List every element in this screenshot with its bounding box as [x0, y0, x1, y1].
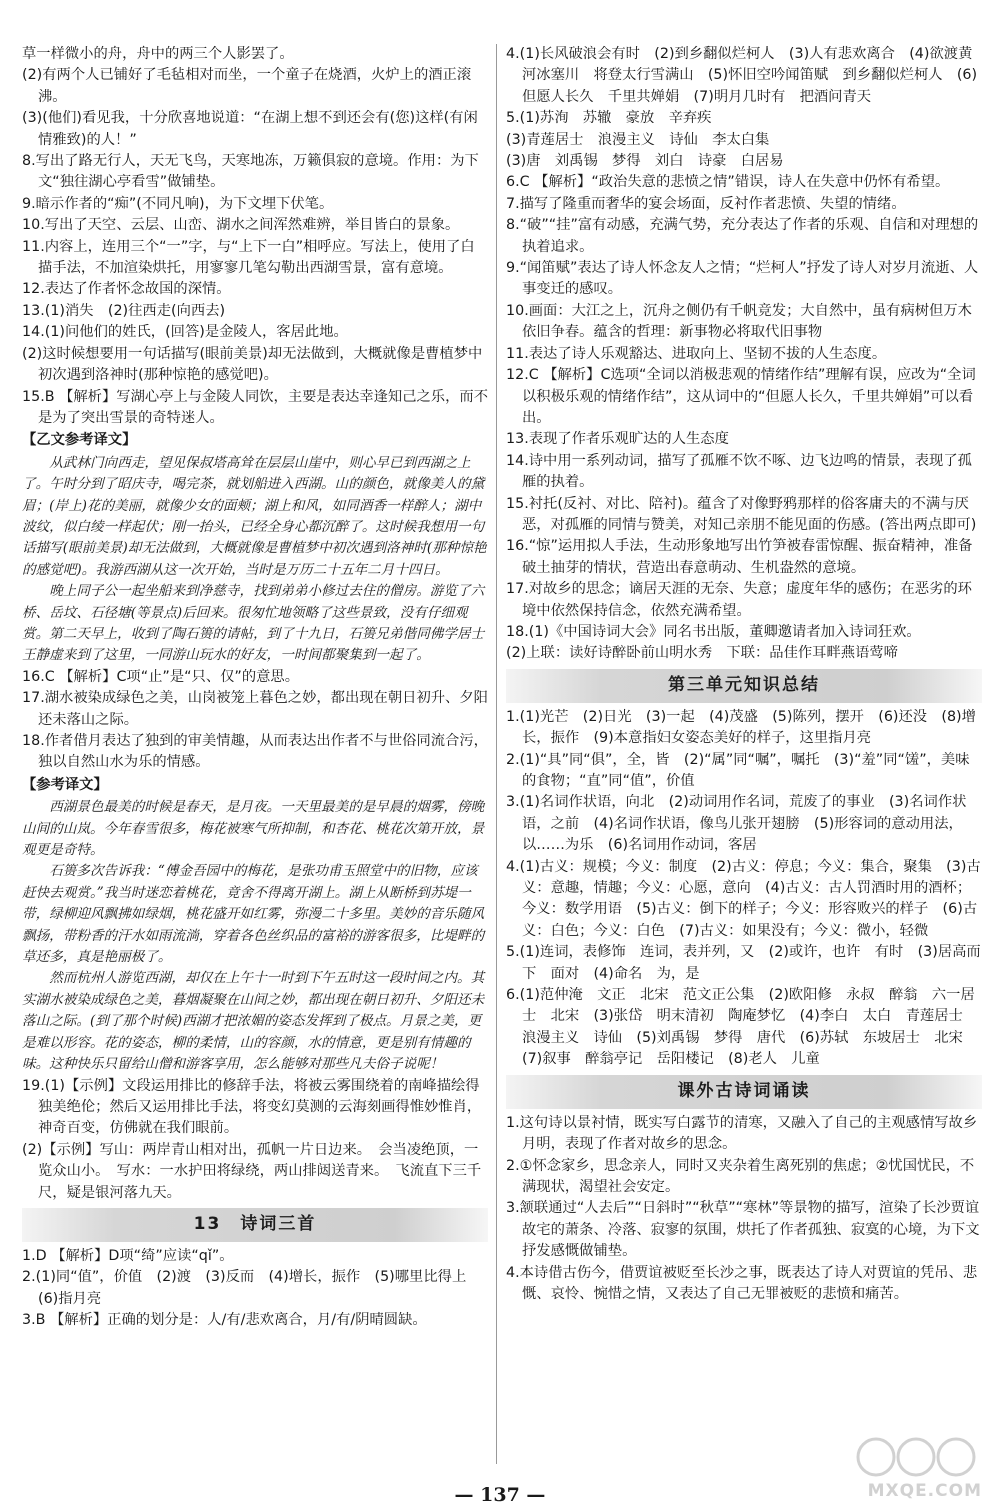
answer-item: 4.本诗借古伤今，借贾谊被贬至长沙之事，既表达了诗人对贾谊的凭吊、悲慨、哀怜、惋惜之情，又表达了自己无罪被贬的悲愤和痛苦。	[506, 1264, 978, 1302]
answer-item: 8.写出了路无行人，天无飞鸟，天寒地冻，万籁俱寂的意境。作用：为下文“独往湖心亭看雪”做铺垫。	[22, 153, 479, 191]
answer-item: 3.(1)名词作状语，向北 (2)动词用作名词，荒废了的事业 (3)名词作状语，之前 (4)名词作状语，像鸟儿张开翅膀 (5)形容词的意动用法，以……为乐 (6)名词用作动词，客居	[506, 794, 967, 854]
answer-item: 4.(1)长风破浪会有时 (2)到乡翻似烂柯人 (3)人有悲欢离合 (4)欲渡黄河冰塞川 将登太行雪满山 (5)怀旧空吟闻笛赋 到乡翻似烂柯人 (6)但愿人长久 千里共婵娟 (7)明月几时有 把酒问青天	[506, 46, 978, 105]
answer-item: 2.(1)同“值”，价值 (2)渡 (3)反而 (4)增长，振作 (5)哪里比得上 (6)指月亮	[22, 1269, 481, 1307]
answer-item: 12.表达了作者怀念故国的深情。	[22, 281, 231, 298]
answer-item: 16.C 【解析】C项“止”是“只、仅”的意思。	[22, 668, 300, 685]
left-column	[22, 44, 488, 1332]
left-items-mid	[22, 667, 488, 774]
answer-item: 19.(1)【示例】文段运用排比的修辞手法，将被云雾围绕着的南峰描绘得独美绝伦；然后又运用排比手法，将变幻莫测的云海刻画得惟妙惟肖，神奇百变，仿佛就在我们眼前。	[22, 1077, 482, 1137]
answer-item: 17.对故乡的思念；谪居天涯的无奈、失意；虚度年华的感伤；在恶劣的环境中依然保持信念，依然充满希望。	[506, 581, 972, 619]
answer-item: 1.这句诗以景衬情，既实写白露节的清寒，又融入了自己的主观感情写故乡月明，表现了作者对故乡的思念。	[506, 1114, 978, 1153]
answer-item: 14.(1)问他们的姓氏，(回答)是金陵人，客居此地。	[22, 324, 348, 341]
answer-item: 16.“惊”运用拟人手法，生动形象地写出竹笋被春雷惊醒、振奋精神，准备破土抽芽的情状，营造出春意萌动、生机盎然的意境。	[506, 538, 973, 576]
answer-item: 3.B 【解析】正确的划分是：人/有/悲欢离合，月/有/阴晴圆缺。	[22, 1312, 427, 1329]
answer-item: 10.画面：大江之上，沉舟之侧仍有千帆竞发；大自然中，虽有病树但万木依旧争春。蕴含的哲理：新事物必将取代旧事物	[506, 302, 972, 341]
answer-item: 18.作者借月表达了独到的审美情趣，从而表达出作者不与世俗同流合污，独以自然山水为乐的情感。	[22, 733, 488, 771]
answer-item: 5.(1)苏洵 苏辙 豪放 辛弃疾	[506, 110, 712, 127]
answer-item: 2.①怀念家乡，思念亲人，同时又夹杂着生离死别的焦虑；②忧国忧民，不满现状，渴望社会安定。	[506, 1157, 975, 1195]
section-banner-unit-summary	[506, 669, 982, 703]
left-items-bottom	[22, 1246, 488, 1332]
right-items-bottom	[506, 1113, 982, 1306]
translation-paragraph: 晚上同子公一起坐船来到净慈寺，找到弟弟小修过去住的僧房。游览了六桥、岳坟、石径塘(等景点)后回来。很匆忙地领略了这些景致，没有仔细观赏。第二天早上，收到了陶石篑的请帖，到了十九日，石篑兄弟偕同佛学居士王静虚来到了这里，一同游山玩水的好友，一时间都聚集到一起了。	[22, 583, 485, 664]
reference-translation	[22, 797, 488, 1075]
section-banner-extra-reading	[506, 1075, 982, 1109]
answer-item: 13.表现了作者乐观旷达的人生态度	[506, 431, 729, 448]
answer-item: 1.D 【解析】D项“绮”应读“qǐ”。	[22, 1247, 234, 1264]
watermark-text: MXQE.COM	[867, 1481, 982, 1501]
answer-item: (3)青莲居士 浪漫主义 诗仙 李太白集	[506, 131, 770, 148]
answer-item: (3)(他们)看见我，十分欣喜地说道：“在湖上想不到还会有(您)这样(有闲情雅致)的人！”	[22, 110, 478, 148]
answer-item: 10.写出了天空、云层、山峦、湖水之间浑然难辨，举目皆白的景象。	[22, 217, 460, 234]
answer-item: (3)唐 刘禹锡 梦得 刘白 诗豪 白居易	[506, 153, 784, 170]
answer-item: 草一样微小的舟，舟中的两三个人影罢了。	[22, 46, 294, 62]
page-number: — 137 —	[454, 1484, 546, 1506]
answer-item: 3.颔联通过“人去后”“日斜时”“秋草”“寒林”等景物的描写，渲染了长沙贾谊故宅的萧条、冷落、寂寥的氛围，烘托了作者孤独、寂寞的心境，为下文抒发感慨做铺垫。	[506, 1200, 980, 1260]
answer-item: 9.“闻笛赋”表达了诗人怀念友人之情；“烂柯人”抒发了诗人对岁月流逝、人事变迁的感叹。	[506, 260, 979, 298]
translation-paragraph: 石篑多次告诉我：“傅金吾园中的梅花，是张功甫玉照堂中的旧物，应该赶快去观赏。”我当时迷恋着桃花，竟舍不得离开湖上。湖上从断桥到苏堤一带，绿柳迎风飘拂如绿烟，桃花盛开如红雾，弥漫二十多里。美妙的音乐随风飘扬，带粉香的汗水如雨流淌，穿着各色丝织品的富裕的游客很多，比堤畔的草还多，真是艳丽极了。	[22, 863, 485, 966]
translation-paragraph: 从武林门向西走，望见保叔塔高耸在层层山崖中，则心早已到西湖之上了。午时分到了昭庆寺，喝完茶，就划船进入西湖。山的颜色，就像美人的黛眉；(岸上)花的美丽，就像少女的面颊；湖上和风，如同酒香一样醉人；湖中波纹，似白绫一样起伏；刚一抬头，已经全身心都沉醉了。这时候我想用一句话描写(眼前美景)却无法做到，大概就像是曹植梦中初次遇到洛神时(那种惊艳的感觉吧)。我游西湖从这一次开始，当时是万历二十五年二月十四日。	[22, 454, 487, 578]
answer-item: 17.湖水被染成绿色之美，山岗被笼上暮色之妙，都出现在朝日初升、夕阳还未落山之际。	[22, 690, 488, 728]
answer-item: 14.诗中用一系列动词，描写了孤雁不饮不啄、边飞边鸣的情景，表现了孤雁的执着。	[506, 452, 972, 491]
answer-item: (2)有两个人已铺好了毛毡相对而坐，一个童子在烧酒，火炉上的酒正滚沸。	[22, 67, 472, 105]
answer-item: 18.(1)《中国诗词大会》同名书出版，董卿邀请者加入诗词狂欢。	[506, 623, 921, 640]
right-column	[506, 44, 982, 1305]
left-items-top	[22, 44, 488, 429]
answer-item: 11.表达了诗人乐观豁达、进取向上、坚韧不拔的人生态度。	[506, 345, 887, 362]
answer-item: 4.(1)古义：规模；今义：制度 (2)古义：停息；今义：集合，聚集 (3)古义：意趣，情趣；今义：心愿，意向 (4)古义：古人罚酒时用的酒杯；今义：数学用语 (5)古义：倒下的样子；今义：形容败兴的样子 (6)古义：白色；今义：白色 (7)古义：如果没有；今义：微小，轻微	[506, 858, 981, 939]
answer-item: 2.(1)“具”同“俱”，全，皆 (2)“属”同“嘱”，嘱托 (3)“羞”同“馐”，美味的食物；“直”同“值”，价值	[506, 751, 970, 789]
answer-item: 8.“破”“挂”富有动感，充满气势，充分表达了作者的乐观、自信和对理想的执着追求。	[506, 217, 979, 255]
watermark	[846, 1431, 986, 1501]
section-title: 第三单元知识总结	[668, 675, 820, 696]
answer-item: 13.(1)消失 (2)往西走(向西去)	[22, 302, 226, 319]
right-items-top	[506, 44, 982, 665]
reference-translation-label: 【参考译文】	[22, 776, 108, 793]
section-banner-poems	[22, 1208, 488, 1242]
answer-item: (2)上联：读好诗醉卧前山明水秀 下联：品佳作耳畔燕语莺啼	[506, 645, 898, 662]
answer-item: (2)【示例】写山：两岸青山相对出，孤帆一片日边来。 会当凌绝顶，一览众山小。 写水：一水护田将绿绕，两山排闼送青来。 飞流直下三千尺，疑是银河落九天。	[22, 1141, 482, 1201]
translation-paragraph: 西湖景色最美的时候是春天，是月夜。一天里最美的是早晨的烟雾，傍晚山间的山岚。今年春雪很多，梅花被寒气所抑制，和杏花、桃花次第开放，景观更是奇特。	[22, 799, 485, 859]
section-title: 13 诗词三首	[193, 1214, 317, 1235]
answer-item: 12.C 【解析】C选项“全词以消极悲观的情绪作结”理解有误，应改为“全词以积极乐观的情绪作结”，这从词中的“但愿人长久，千里共婵娟”可以看出。	[506, 367, 976, 426]
answer-item: (2)这时候想要用一句话描写(眼前美景)却无法做到，大概就像是曹植梦中初次遇到洛神时(那种惊艳的感觉吧)。	[22, 345, 483, 384]
answer-item: 15.衬托(反衬、对比、陪衬)。蕴含了对像野鸦那样的俗客庸夫的不满与厌恶，对孤雁的同情与赞美，对知己亲朋不能见面的伤感。(答出两点即可)	[506, 495, 977, 533]
answer-item: 11.内容上，连用三个“一”字，与“上下一白”相呼应。写法上，使用了白描手法，不加渲染烘托，用寥寥几笔勾勒出西湖雪景，富有意境。	[22, 238, 475, 277]
answer-item: 6.C 【解析】“政治失意的悲愤之情”错误，诗人在失意中仍怀有希望。	[506, 174, 950, 191]
answer-item: 7.描写了隆重而奢华的宴会场面，反衬作者悲愤、失望的情绪。	[506, 195, 906, 212]
answer-item: 1.(1)光芒 (2)日光 (3)一起 (4)茂盛 (5)陈列，摆开 (6)还没 (8)增长，振作 (9)本意指妇女姿态美好的样子，这里指月亮	[506, 708, 976, 747]
translation-paragraph: 然而杭州人游览西湖，却仅在上午十一时到下午五时这一段时间之内。其实湖水被染成绿色之美，暮烟凝聚在山间之妙，都出现在朝日初升、夕阳还未落山之际。(到了那个时候)西湖才把浓媚的姿态发挥到了极点。月景之美，更是难以形容。花的姿态，柳的柔情，山的容颜，水的情意，更是别有情趣的味。这种快乐只留给山僧和游客享用，怎么能够对那些凡夫俗子说呢！	[22, 970, 485, 1073]
yi-translation	[22, 453, 488, 667]
yi-translation-label: 【乙文参考译文】	[22, 432, 137, 449]
column-divider	[496, 44, 497, 1464]
answer-item: 6.(1)范仲淹 文正 北宋 范文正公集 (2)欧阳修 永叔 醉翁 六一居士 北宋 (3)张岱 明末清初 陶庵梦忆 (4)李白 太白 青莲居士 浪漫主义 诗仙 (5)刘禹锡 梦得 唐代 (6)苏轼 东坡居士 北宋 (7)叙事 醉翁亭记 岳阳楼记 (8)老人 儿童	[506, 987, 978, 1068]
answer-item: 9.暗示作者的“痴”(不同凡响)，为下文埋下伏笔。	[22, 195, 334, 212]
answer-item: 15.B 【解析】写湖心亭上与金陵人同饮，主要是表达幸逢知己之乐，而不是为了突出雪景的奇特迷人。	[22, 388, 488, 426]
left-items-end	[22, 1076, 488, 1204]
right-items-mid	[506, 707, 982, 1071]
answer-item: 5.(1)连词，表修饰 连词，表并列，又 (2)或许，也许 有时 (3)居高而下 面对 (4)命名 为，是	[506, 944, 981, 982]
section-title: 课外古诗词诵读	[677, 1080, 811, 1101]
